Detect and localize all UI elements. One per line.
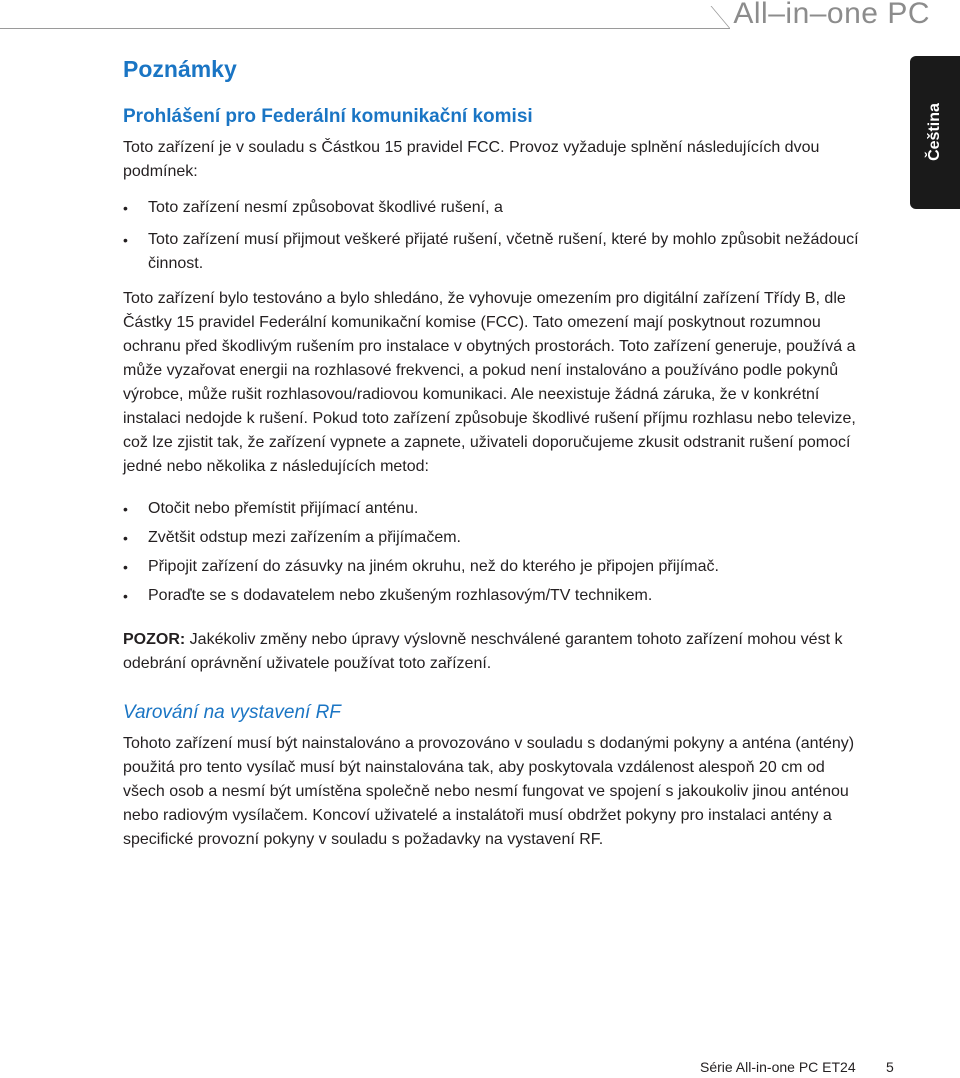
warning-text: Jakékoliv změny nebo úpravy výslovně neschválené garantem tohoto zařízení mohou vést k odebrání oprávnění uživatele používat toto zařízení.: [123, 631, 843, 672]
list-item: • Toto zařízení musí přijmout veškeré přijaté rušení, včetně rušení, které by mohlo způsobit nežádoucí činnost.: [123, 228, 863, 276]
language-tab: [910, 56, 960, 209]
list-item: • Připojit zařízení do zásuvky na jiném okruhu, než do kterého je připojen přijímač.: [123, 555, 863, 579]
fcc-methods-list: [123, 497, 863, 608]
language-tab-label: Čeština: [926, 103, 943, 161]
page-content: [123, 50, 863, 852]
page-footer: [700, 1058, 900, 1076]
fcc-heading: Prohlášení pro Federální komunikační komisi: [123, 106, 533, 127]
fcc-intro: Toto zařízení je v souladu s Částkou 15 pravidel FCC. Provoz vyžaduje splnění následujících dvou podmínek:: [123, 139, 820, 180]
rf-heading: Varování na vystavení RF: [123, 702, 341, 723]
product-header: All–in–one PC: [733, 0, 930, 30]
list-item: • Zvětšit odstup mezi zařízením a přijímačem.: [123, 526, 863, 550]
list-item: • Otočit nebo přemístit přijímací anténu.: [123, 497, 863, 521]
list-item: • Poraďte se s dodavatelem nebo zkušeným rozhlasovým/TV technikem.: [123, 584, 863, 608]
page-number: 5: [886, 1059, 894, 1075]
rf-paragraph: Tohoto zařízení musí být nainstalováno a provozováno v souladu s dodanými pokyny a anténa (antény) použitá pro tento vysílač musí být nainstalována tak, aby poskytovala vzdálenost alespoň 20 cm od všech osob a nesmí být umístěna společně nebo nesmí fungovat ve spojení s jakoukoliv jinou anténou nebo radiovým vysílačem. Koncoví uživatelé a instalátoři musí obdržet pokyny pro instalaci antény a specifické provozní pokyny v souladu s požadavky na vystavení RF.: [123, 735, 855, 848]
fcc-conditions-list: [123, 196, 863, 276]
fcc-test-paragraph: Toto zařízení bylo testováno a bylo shledáno, že vyhovuje omezením pro digitální zařízení Třídy B, dle Částky 15 pravidel Federální komunikační komise (FCC). Tato omezení mají poskytnout rozumnou ochranu před škodlivým rušením pro instalace v obytných prostorách. Toto zařízení generuje, používá a může vyzařovat energii na rozhlasové frekvenci, a pokud není instalováno a používáno podle pokynů výrobce, může rušit rozhlasovou/radiovou komunikaci. Ale neexistuje žádná záruka, že v konkrétní instalaci nedojde k rušení. Pokud toto zařízení způsobuje škodlivé rušení příjmu rozhlasu nebo televize, což lze zjistit tak, že zařízení vypnete a zapnete, uživateli doporučujeme zkusit odstranit rušení pomocí jedné nebo několika z následujících metod:: [123, 290, 856, 475]
list-item: • Toto zařízení nesmí způsobovat škodlivé rušení, a: [123, 196, 863, 220]
page-title: Poznámky: [123, 56, 237, 82]
fcc-warning: [123, 628, 863, 676]
header-rule: [0, 6, 730, 29]
footer-series: Série All-in-one PC ET24: [700, 1059, 856, 1075]
warning-label: POZOR:: [123, 631, 186, 648]
